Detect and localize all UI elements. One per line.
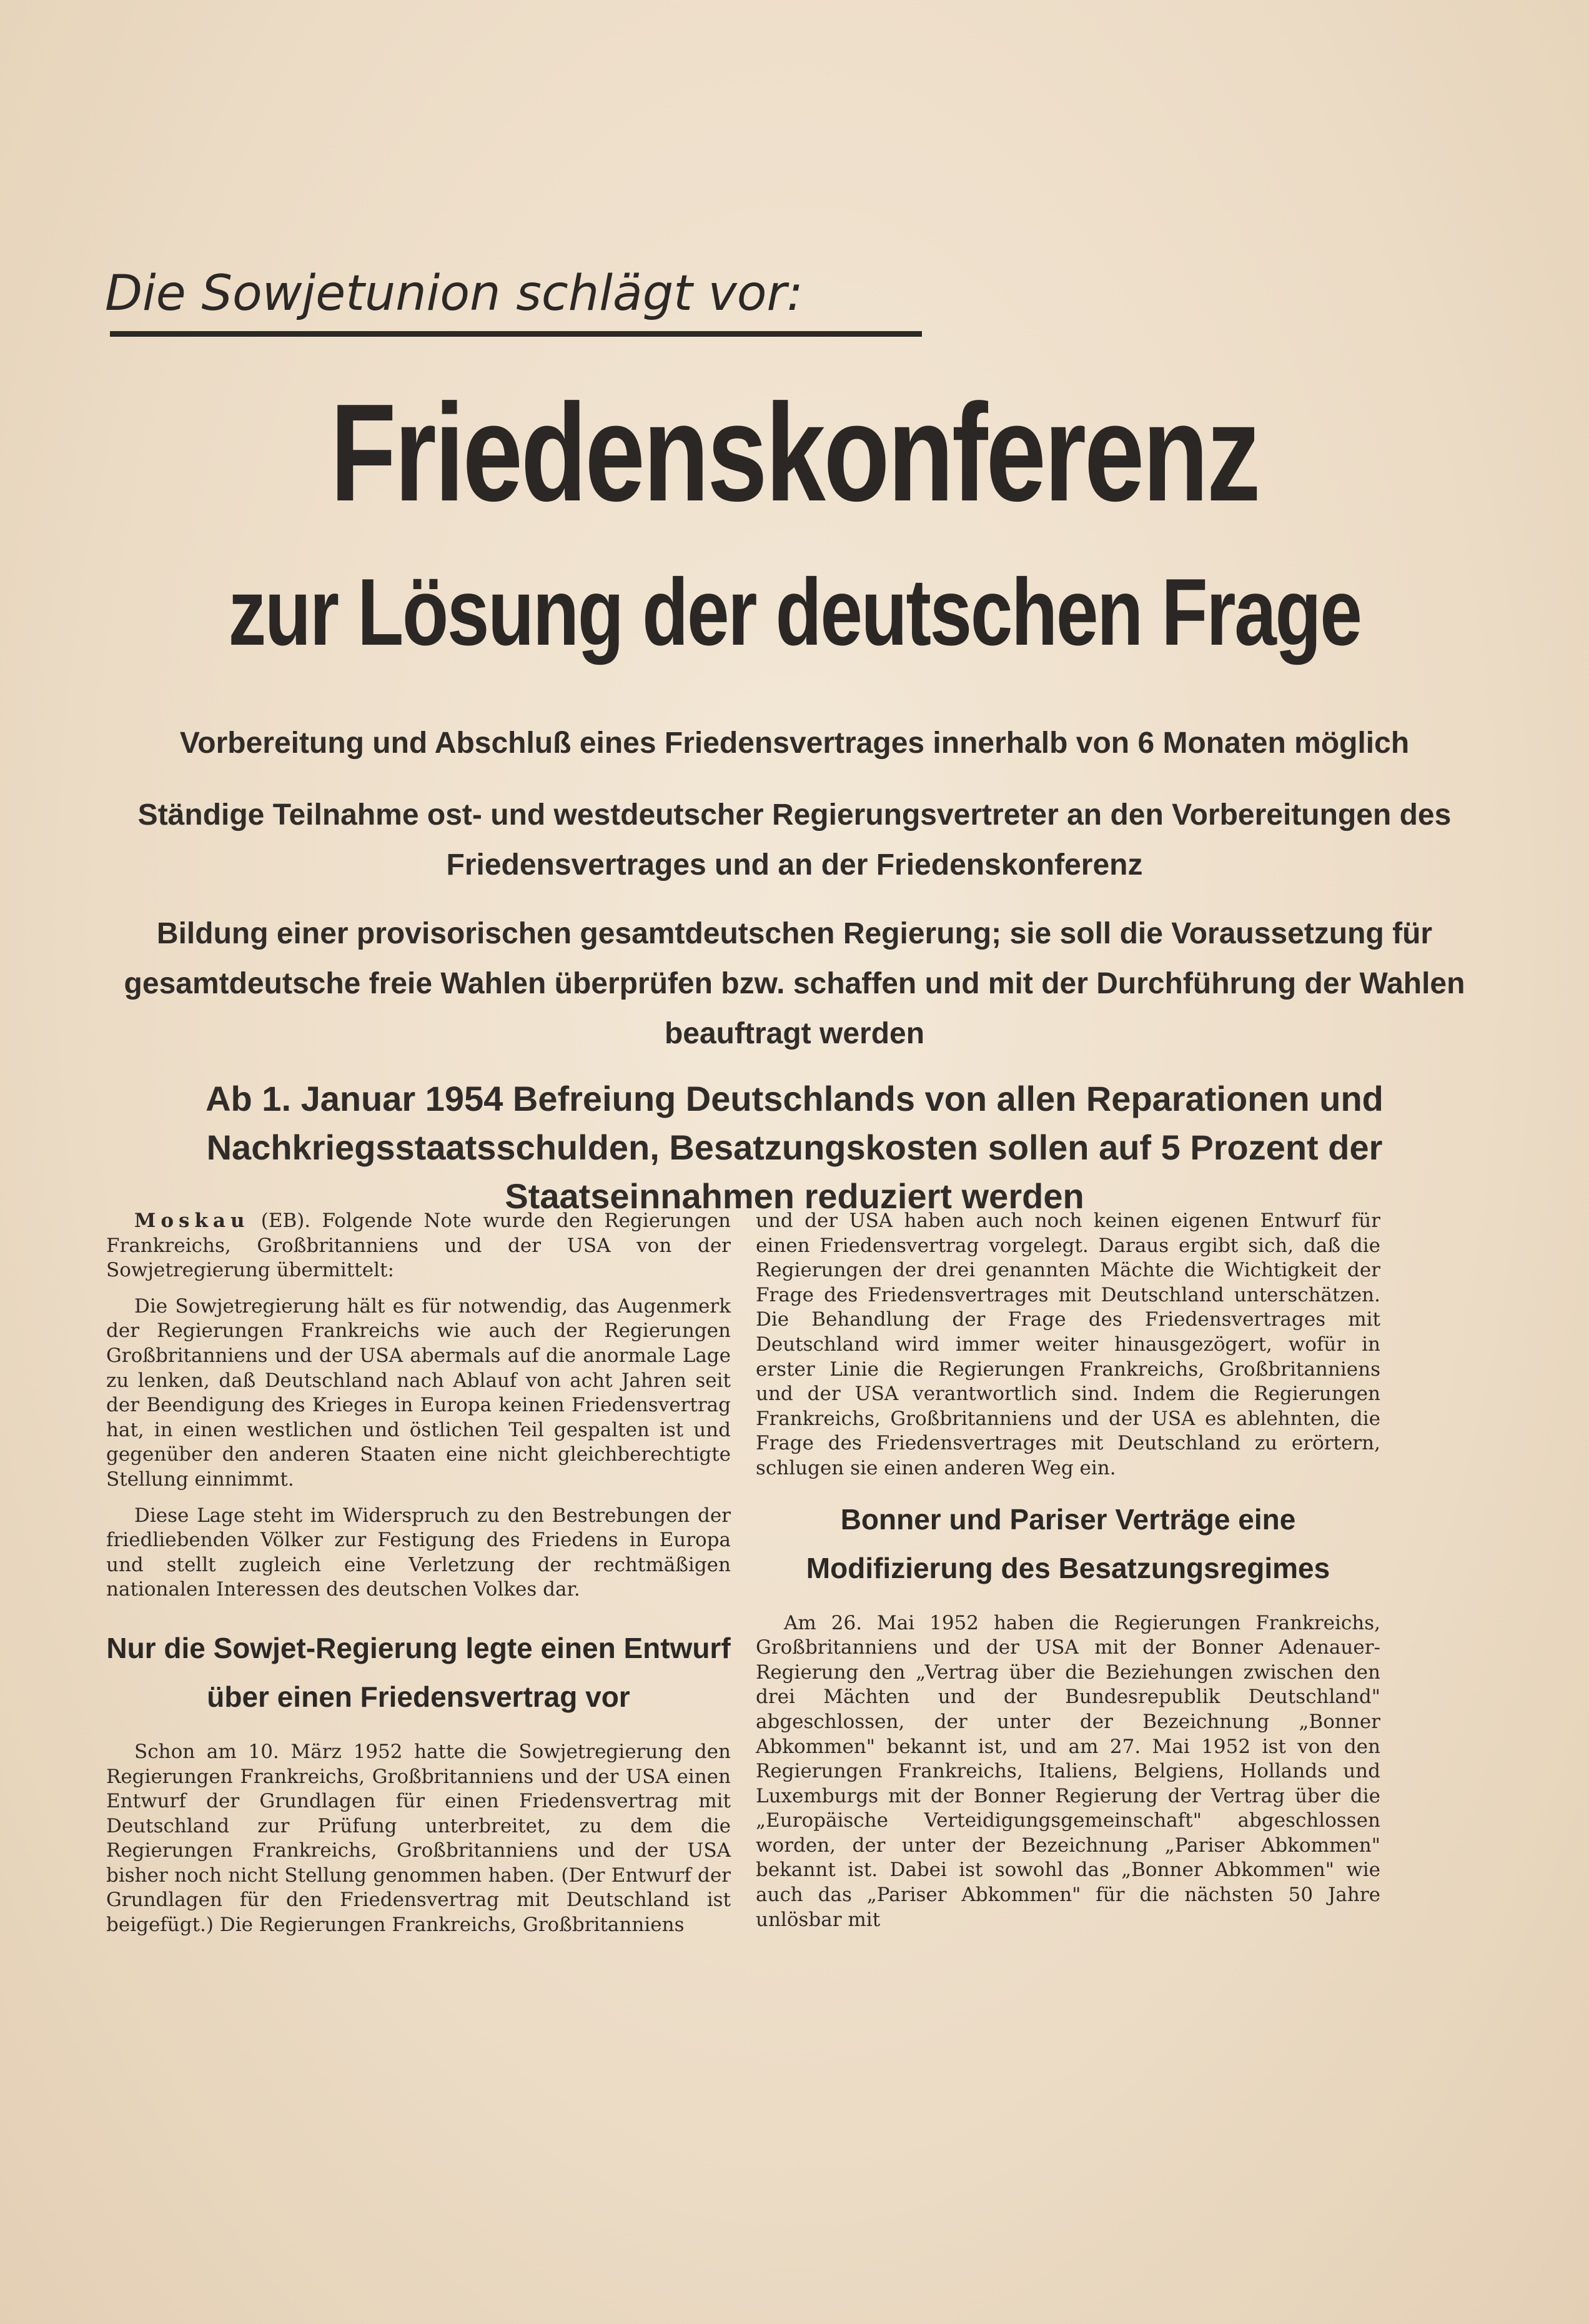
paragraph: Diese Lage steht im Widerspruch zu den Bestrebungen der friedliebenden Völker zur Festigung des Friedens in Europa und stellt zugleich eine Verletzung der rechtmäßigen nationalen Interessen des deutschen Volkes dar. bbox=[106, 1504, 731, 1601]
subhead-3: Bildung einer provisorischen gesamtdeutschen Regierung; sie soll die Voraussetzung für gesamtdeutsche freie Wahlen überprüfen bzw. schaffen und mit der Durchführung der Wahlen beauftragt werden bbox=[124, 917, 1465, 1050]
subhead-1: Vorbereitung und Abschluß eines Friedensvertrages innerhalb von 6 Monaten möglich bbox=[179, 727, 1410, 760]
kicker-underline bbox=[110, 331, 922, 337]
left-column bbox=[106, 1209, 731, 1949]
dateline: Moskau bbox=[134, 1209, 250, 1232]
subhead-2: Ständige Teilnahme ost- und westdeutscher Regierungsvertreter an den Vorbereitungen des Friedensvertrages und an der Friedenskonferenz bbox=[137, 798, 1452, 881]
paragraph: Die Sowjetregierung hält es für notwendig, das Augenmerk der Regierungen Frankreichs wie auch der Regierungen Großbritanniens und der USA abermals auf die anormale Lage zu lenken, daß Deutschland nach Ablauf von acht Jahren seit der Beendigung des Krieges in Europa keinen Friedensvertrag hat, in einen westlichen und östlichen Teil gespalten ist und gegenüber den anderen Staaten eine nicht gleichberechtigte Stellung einnimmt. bbox=[106, 1294, 731, 1491]
kicker-title: Die Sowjetunion schlägt vor: bbox=[105, 266, 803, 322]
right-column bbox=[756, 1209, 1380, 1944]
intro-paragraph bbox=[106, 1209, 731, 1283]
section-heading: Nur die Sowjet-Regierung legte einen Entwurf über einen Friedensvertrag vor bbox=[106, 1631, 731, 1713]
subhead-4: Ab 1. Januar 1954 Befreiung Deutschlands von allen Reparationen und Nachkriegsstaatsschulden, Besatzungskosten sollen auf 5 Prozent der Staatseinnahmen reduziert werden bbox=[205, 1079, 1384, 1216]
section-heading: Bonner und Pariser Verträge eine Modifizierung des Besatzungsregimes bbox=[806, 1502, 1330, 1584]
headline-secondary: zur Lösung der deutschen Frage bbox=[228, 559, 1361, 665]
headline-main: Friedenskonferenz bbox=[330, 375, 1259, 530]
paragraph: Schon am 10. März 1952 hatte die Sowjetregierung den Regierungen Frankreichs, Großbritanniens und der USA einen Entwurf der Grundlagen für einen Friedensvertrag mit Deutschland zur Prüfung unterbreitet, zu dem die Regierungen Frankreichs, Großbritanniens und der USA bisher noch nicht Stellung genommen haben. (Der Entwurf der Grundlagen für den Friedensvertrag mit Deutschland ist beigefügt.) Die Regierungen Frankreichs, Großbritanniens bbox=[106, 1740, 731, 1937]
intro-text: (EB). Folgende Note wurde den Regierungen Frankreichs, Großbritanniens und der USA von der Sowjetregierung übermittelt: bbox=[106, 1209, 731, 1282]
paragraph: Am 26. Mai 1952 haben die Regierungen Frankreichs, Großbritanniens und der USA mit der Bonner Adenauer-Regierung den „Vertrag über die Beziehungen zwischen den drei Mächten und der Bundesrepublik Deutschland" abgeschlossen, der unter der Bezeichnung „Bonner Abkommen" bekannt ist, und am 27. Mai 1952 ist von den Regierungen Frankreichs, Italiens, Belgiens, Hollands und Luxemburgs mit der Bonner Regierung der Vertrag über die „Europäische Verteidigungsgemeinschaft" abgeschlossen worden, der unter der Bezeichnung „Pariser Abkommen" bekannt ist. Dabei ist sowohl das „Bonner Abkommen" wie auch das „Pariser Abkommen" für die nächsten 50 Jahre unlösbar mit bbox=[756, 1611, 1380, 1931]
paragraph: und der USA haben auch noch keinen eigenen Entwurf für einen Friedensvertrag vorgelegt. Daraus ergibt sich, daß die Regierungen der drei genannten Mächte die Wichtigkeit der Frage des Friedensvertrages mit Deutschland unterschätzen. Die Behandlung der Frage des Friedensvertrages mit Deutschland wird immer weiter hinausgezögert, wofür in erster Linie die Regierungen Frankreichs, Großbritanniens und der USA verantwortlich sind. Indem die Regierungen Frankreichs, Großbritanniens und der USA es ablehnten, die Frage des Friedensvertrages mit Deutschland zu erörtern, schlugen sie einen anderen Weg ein. bbox=[756, 1209, 1380, 1479]
